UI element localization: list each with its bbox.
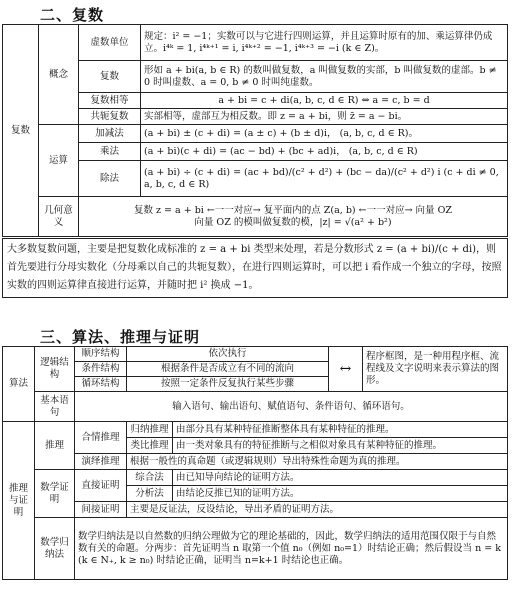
deduct-text: 根据一般性的真命题（或逻辑规则）导出特殊性命题为真的推理。 (127, 454, 508, 470)
cond-text: 根据条件是否成立有不同的流向 (127, 362, 329, 377)
anal-text: 由结论反推已知的证明方法。 (173, 486, 508, 502)
analog-text: 由一类对象具有的特征推断与之相似对象具有某种特征的推理。 (173, 438, 508, 454)
mi-label: 数学归纳法 (35, 518, 75, 580)
direct-label: 直接证明 (75, 470, 127, 502)
complex-text: 形如 a + bi(a, b ∈ R) 的数叫做复数，a 叫做复数的实部，b 叫做复数的虚部。b ≠ 0 时叫虚数、a = 0, b ≠ 0 时叫纯虚数。 (141, 61, 508, 93)
deduct-label: 演绎推理 (75, 454, 127, 470)
seq-text: 依次执行 (127, 347, 329, 362)
geo-cell (79, 197, 508, 237)
section-title-algorithm: 三、算法、推理与证明 (40, 328, 201, 346)
ops-label: 运算 (39, 125, 79, 197)
div-label: 除法 (79, 161, 141, 197)
reason-label: 推理 (35, 422, 75, 470)
complex-table (2, 24, 508, 237)
equal-text: a + bi = c + di(a, b, c, d ∈ R) ⇔ a = c, b = d (141, 93, 508, 109)
indirect-label: 间接证明 (75, 502, 127, 518)
plaus-label: 合情推理 (75, 422, 127, 454)
conj-text: 实部相等，虚部互为相反数。即 z = a + bi，则 z̄ = a − bi。 (141, 109, 508, 125)
synth-text: 由已知导向结论的证明方法。 (173, 470, 508, 486)
basic-label: 基本语句 (35, 392, 75, 422)
geo-line2: 向量 OZ 的模叫做复数的模，|z| = √(a² + b²) (194, 216, 392, 228)
rp-label: 推理与证明 (3, 422, 35, 580)
double-arrow-icon: ↔ (329, 347, 363, 392)
concept-label: 概念 (39, 25, 79, 125)
induct-label: 归纳推理 (127, 422, 173, 438)
analog-label: 类比推理 (127, 438, 173, 454)
div-text: (a + bi) ÷ (c + di) = (ac + bd)/(c² + d²) + (bc − da)/(c² + d²) i (c + di ≠ 0, a, b, c, d ∈ R) (141, 161, 508, 197)
complex-note: 大多数复数问题，主要是把复数化成标准的 z = a + bi 类型来处理，若是分数形式 z = (a + bi)/(c + di)，则首先要进行分母实数化（分母乘以自己的共轭复数），在进行四则运算时，可以把 i 看作成一个独立的字母，按照实数的四则运算律直接进行运算，并随时把 i² 换成 −1。 (2, 238, 508, 298)
seq-label: 顺序结构 (75, 347, 127, 362)
geo-label: 几何意义 (39, 197, 79, 237)
imag-unit-label: 虚数单位 (79, 25, 141, 61)
conj-label: 共轭复数 (79, 109, 141, 125)
imag-unit-text: 规定：i² = −1；实数可以与它进行四则运算，并且运算时原有的加、乘运算律仍成立。i⁴ᵏ = 1, i⁴ᵏ⁺¹ = i, i⁴ᵏ⁺² = −1, i⁴ᵏ⁺³ = −i (k ∈ Z)。 (141, 25, 508, 61)
group-complex: 复数 (3, 25, 39, 237)
mul-text: (a + bi)(c + di) = (ac − bd) + (bc + ad)i， (a, b, c, d ∈ R) (141, 143, 508, 161)
anal-label: 分析法 (127, 486, 173, 502)
equal-label: 复数相等 (79, 93, 141, 109)
alg-label: 算法 (3, 347, 35, 422)
proof-label: 数学证明 (35, 470, 75, 518)
mi-text: 数学归纳法是以自然数的归纳公理做为它的理论基础的，因此，数学归纳法的适用范围仅限于与自然数有关的命题。分两步：首先证明当 n 取第一个值 n₀（例如 n₀=1）时结论正确；然后假设当 n = k (k ∈ N₊, k ≥ n₀) 时结论正确，证明当 n=k+1 时结论也正确。 (75, 518, 508, 580)
geo-line1: 复数 z = a + bi ←一一对应→ 复平面内的点 Z(a, b) ←一一对应→ 向量 OZ (134, 204, 452, 216)
section-title-complex: 二、复数 (40, 6, 105, 24)
algorithm-table (2, 346, 508, 580)
basic-text: 输入语句、输出语句、赋值语句、条件语句、循环语句。 (75, 392, 508, 422)
loop-text: 按照一定条件反复执行某些步骤 (127, 377, 329, 392)
add-text: (a + bi) ± (c + di) = (a ± c) + (b ± d)i， (a, b, c, d ∈ R)。 (141, 125, 508, 143)
logic-label: 逻辑结构 (35, 347, 75, 392)
indirect-text: 主要是反证法，反设结论，导出矛盾的证明方法。 (127, 502, 508, 518)
mul-label: 乘法 (79, 143, 141, 161)
flow-text: 程序框图，是一种用程序框、流程线及文字说明来表示算法的图形。 (363, 347, 508, 392)
cond-label: 条件结构 (75, 362, 127, 377)
induct-text: 由部分具有某种特征推断整体具有某种特征的推理。 (173, 422, 508, 438)
add-label: 加减法 (79, 125, 141, 143)
complex-label: 复数 (79, 61, 141, 93)
loop-label: 循环结构 (75, 377, 127, 392)
synth-label: 综合法 (127, 470, 173, 486)
